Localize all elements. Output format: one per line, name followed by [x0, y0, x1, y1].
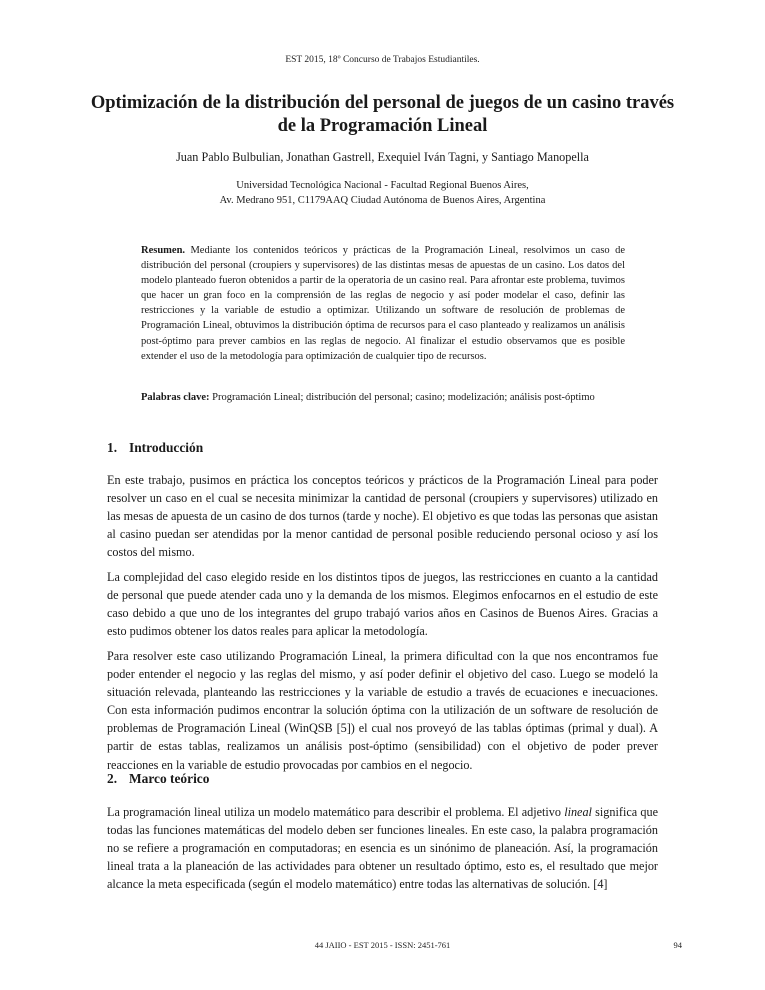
keywords-label: Palabras clave:: [141, 392, 210, 403]
affiliation-line-2: Av. Medrano 951, C1179AAQ Ciudad Autónoma de Buenos Aires, Argentina: [219, 195, 546, 206]
paragraph-intro-3: Para resolver este caso utilizando Programación Lineal, la primera dificultad con la que nos encontramos fue poder entender el negocio y las reglas del mismo, y así poder definir el objetivo del caso. Luego se modeló la situación relevada, planteando las restricciones y la variable de estudio a través de ecuaciones e inecuaciones. Con esta información pudimos encontrar la solución óptima con la utilización de un software de resolución de problemas de Programación Lineal (WinQSB [5]) el cual nos proveyó de las tablas óptimas (primal y dual). A partir de estas tablas, realizamos un análisis post-óptimo (sensibilidad) con el objetivo de poder prever reacciones en la variable de estudio provocadas por cambios en el negocio.: [107, 649, 658, 772]
paragraph-intro-2: La complejidad del caso elegido reside en los distintos tipos de juegos, las restricciones en cuanto a la cantidad de personal que puede atender cada uno y la demanda de los mismos. Elegimos enfocarnos en el estudio de este caso debido a que uno de los integrantes del grupo trabajó varios años en Casinos de Buenos Aires. Gracias a esto pudimos obtener los datos reales para aplicar la metodología.: [107, 570, 658, 639]
section-heading-marco-teorico: [107, 771, 209, 787]
section-number: 1.: [107, 440, 118, 455]
paragraph-text: La programación lineal utiliza un modelo matemático para describir el problema. El adjetivo: [107, 805, 565, 819]
section-title: Marco teórico: [129, 771, 210, 786]
paragraph-text: significa que todas las funciones matemáticas del modelo deben ser funciones lineales. En este caso, la palabra programación no se refiere a programación en computadoras; en esencia es un sinónimo de planeación. Así, la programación lineal trata a la planeación de las actividades para obtener un resultado óptimo, esto es, el resultado que mejor alcance la meta especificada (según el modelo matemático) entre todas las alternativas de solución. [4]: [107, 805, 658, 892]
affiliation-line-1: Universidad Tecnológica Nacional - Facultad Regional Buenos Aires,: [236, 180, 529, 191]
authors: Juan Pablo Bulbulian, Jonathan Gastrell, Exequiel Iván Tagni, y Santiago Manopella: [176, 150, 589, 164]
italic-term: lineal: [564, 805, 592, 819]
section-heading-introduccion: [107, 440, 203, 456]
keywords-text: Programación Lineal; distribución del personal; casino; modelización; análisis post-óptimo: [212, 392, 595, 403]
abstract: [141, 243, 625, 364]
page-number: 94: [673, 940, 682, 950]
running-header: EST 2015, 18º Concurso de Trabajos Estudiantiles.: [285, 55, 480, 65]
section-number: 2.: [107, 771, 118, 786]
affiliation: [60, 178, 705, 208]
paragraph-marco-1: [107, 803, 658, 893]
paragraph-intro-1: En este trabajo, pusimos en práctica los conceptos teóricos y prácticos de la Programación Lineal para poder resolver un caso en el cual se necesita minimizar la cantidad de personal (croupiers y supervisores) utilizado en las mesas de apuesta de un casino de dos turnos (tarde y noche). El objetivo es que todas las personas que asistan al casino puedan ser atendidas por la menor cantidad de personal posible reduciendo personal ocioso y así los costos del mismo.: [107, 473, 658, 560]
paper-title: Optimización de la distribución del personal de juegos de un casino través de la Programación Lineal: [90, 93, 675, 136]
abstract-label: Resumen.: [141, 245, 186, 256]
keywords: [141, 390, 625, 405]
section-title: Introducción: [129, 440, 204, 455]
footer-citation: 44 JAIIO - EST 2015 - ISSN: 2451-761: [314, 940, 451, 950]
abstract-text: Mediante los contenidos teóricos y prácticas de la Programación Lineal, resolvimos un caso de distribución del personal (croupiers y supervisores) de las distintas mesas de apuestas de un casino. Los datos del modelo planteado fueron obtenidos a partir de la operatoria de un casino real. Para afrontar este problema, tuvimos que hacer un gran foco en la comprensión de las reglas de negocio y así poder modelar el caso, definir las restricciones y la variable de estudio a optimizar. Utilizando un software de resolución de problemas de Programación Lineal, obtuvimos la distribución óptima de recursos para el caso planteado y realizamos un análisis post-óptimo para prever cambios en las reglas de negocio. Al finalizar el estudio observamos que es posible extender el uso de la metodología para optimización de cualquier tipo de recursos.: [141, 245, 625, 362]
